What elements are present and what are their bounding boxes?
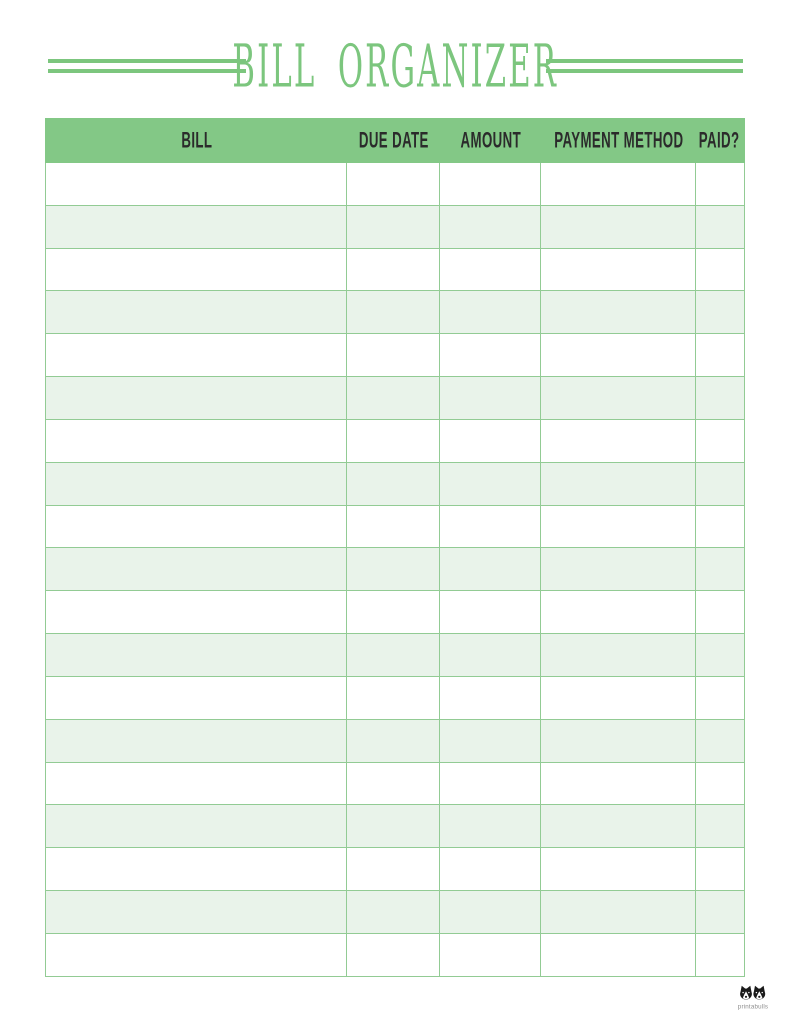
- table-cell: [347, 891, 440, 933]
- table-cell: [347, 591, 440, 633]
- table-cell: [347, 334, 440, 376]
- bill-organizer-table: [45, 118, 745, 977]
- column-header-label: DUE DATE: [358, 127, 429, 153]
- table-cell: [696, 377, 743, 419]
- table-row: [46, 848, 744, 891]
- table-cell: [541, 334, 696, 376]
- table-cell: [541, 206, 696, 248]
- table-cell: [347, 163, 440, 205]
- table-cell: [440, 763, 541, 805]
- table-cell: [347, 934, 440, 976]
- table-row: [46, 677, 744, 720]
- table-cell: [440, 334, 541, 376]
- table-cell: [46, 805, 347, 847]
- table-cell: [46, 334, 347, 376]
- table-cell: [440, 463, 541, 505]
- table-cell: [347, 463, 440, 505]
- table-row: [46, 249, 744, 292]
- table-cell: [440, 720, 541, 762]
- table-row: [46, 805, 744, 848]
- table-cell: [541, 420, 696, 462]
- column-header-label: PAID?: [699, 127, 740, 153]
- table-cell: [696, 591, 743, 633]
- table-cell: [347, 420, 440, 462]
- title-bar: [48, 31, 743, 101]
- column-header-label: AMOUNT: [460, 127, 521, 153]
- table-cell: [696, 334, 743, 376]
- table-row: [46, 506, 744, 549]
- table-cell: [440, 848, 541, 890]
- table-row: [46, 377, 744, 420]
- table-cell: [541, 891, 696, 933]
- table-cell: [347, 548, 440, 590]
- table-cell: [347, 506, 440, 548]
- table-cell: [347, 249, 440, 291]
- table-cell: [541, 463, 696, 505]
- table-cell: [440, 891, 541, 933]
- column-header-amount: [440, 118, 541, 163]
- table-cell: [46, 934, 347, 976]
- table-cell: [696, 506, 743, 548]
- table-cell: [46, 163, 347, 205]
- table-cell: [696, 891, 743, 933]
- table-cell: [347, 634, 440, 676]
- table-cell: [440, 506, 541, 548]
- table-row: [46, 548, 744, 591]
- table-cell: [347, 206, 440, 248]
- table-cell: [696, 805, 743, 847]
- table-cell: [347, 848, 440, 890]
- table-row: [46, 634, 744, 677]
- table-cell: [541, 377, 696, 419]
- table-cell: [440, 291, 541, 333]
- printabulls-logo: [731, 983, 778, 1013]
- table-body: [45, 163, 745, 977]
- table-cell: [541, 934, 696, 976]
- table-cell: [696, 763, 743, 805]
- table-cell: [541, 677, 696, 719]
- table-cell: [46, 463, 347, 505]
- table-cell: [46, 634, 347, 676]
- table-cell: [541, 805, 696, 847]
- table-cell: [696, 934, 743, 976]
- table-cell: [696, 206, 743, 248]
- table-cell: [696, 677, 743, 719]
- table-row: [46, 420, 744, 463]
- table-cell: [696, 420, 743, 462]
- table-cell: [541, 848, 696, 890]
- table-cell: [541, 548, 696, 590]
- table-row: [46, 291, 744, 334]
- table-cell: [46, 206, 347, 248]
- table-row: [46, 763, 744, 806]
- table-cell: [347, 677, 440, 719]
- table-cell: [541, 634, 696, 676]
- page-title: BILL ORGANIZER: [232, 31, 559, 101]
- table-cell: [46, 548, 347, 590]
- table-cell: [440, 677, 541, 719]
- two-bulldogs-icon: [731, 983, 778, 1013]
- table-cell: [46, 677, 347, 719]
- table-row: [46, 891, 744, 934]
- table-cell: [541, 720, 696, 762]
- table-cell: [46, 291, 347, 333]
- table-cell: [541, 763, 696, 805]
- table-cell: [347, 291, 440, 333]
- column-header-paid: [696, 118, 743, 163]
- table-row: [46, 206, 744, 249]
- table-cell: [46, 420, 347, 462]
- table-cell: [440, 634, 541, 676]
- table-cell: [696, 548, 743, 590]
- table-cell: [696, 163, 743, 205]
- table-cell: [541, 506, 696, 548]
- table-cell: [696, 848, 743, 890]
- table-cell: [46, 763, 347, 805]
- table-header-row: [45, 118, 745, 163]
- table-row: [46, 591, 744, 634]
- title-box: [232, 31, 559, 101]
- table-row: [46, 463, 744, 506]
- table-cell: [46, 891, 347, 933]
- table-cell: [696, 634, 743, 676]
- table-cell: [696, 249, 743, 291]
- table-cell: [696, 463, 743, 505]
- table-cell: [440, 548, 541, 590]
- table-cell: [347, 377, 440, 419]
- table-cell: [440, 591, 541, 633]
- logo-text: printabulls: [737, 1003, 769, 1011]
- title-divider-left: [48, 59, 246, 73]
- table-cell: [541, 163, 696, 205]
- column-header-label: BILL: [180, 127, 213, 153]
- table-cell: [440, 805, 541, 847]
- table-cell: [440, 163, 541, 205]
- title-divider-right: [546, 59, 744, 73]
- table-cell: [440, 377, 541, 419]
- table-cell: [696, 720, 743, 762]
- table-cell: [440, 249, 541, 291]
- table-cell: [440, 934, 541, 976]
- table-cell: [46, 720, 347, 762]
- table-cell: [347, 720, 440, 762]
- table-cell: [46, 249, 347, 291]
- table-cell: [347, 763, 440, 805]
- table-cell: [541, 591, 696, 633]
- table-cell: [46, 377, 347, 419]
- table-cell: [347, 805, 440, 847]
- column-header-due-date: [347, 118, 440, 163]
- column-header-label: PAYMENT METHOD: [553, 127, 684, 153]
- table-cell: [541, 249, 696, 291]
- table-row: [46, 934, 744, 977]
- table-cell: [46, 591, 347, 633]
- table-cell: [440, 206, 541, 248]
- table-cell: [46, 848, 347, 890]
- table-cell: [440, 420, 541, 462]
- table-row: [46, 334, 744, 377]
- table-row: [46, 163, 744, 206]
- table-cell: [541, 291, 696, 333]
- column-header-payment-method: [541, 118, 696, 163]
- column-header-bill: [46, 118, 347, 163]
- table-cell: [696, 291, 743, 333]
- table-row: [46, 720, 744, 763]
- table-cell: [46, 506, 347, 548]
